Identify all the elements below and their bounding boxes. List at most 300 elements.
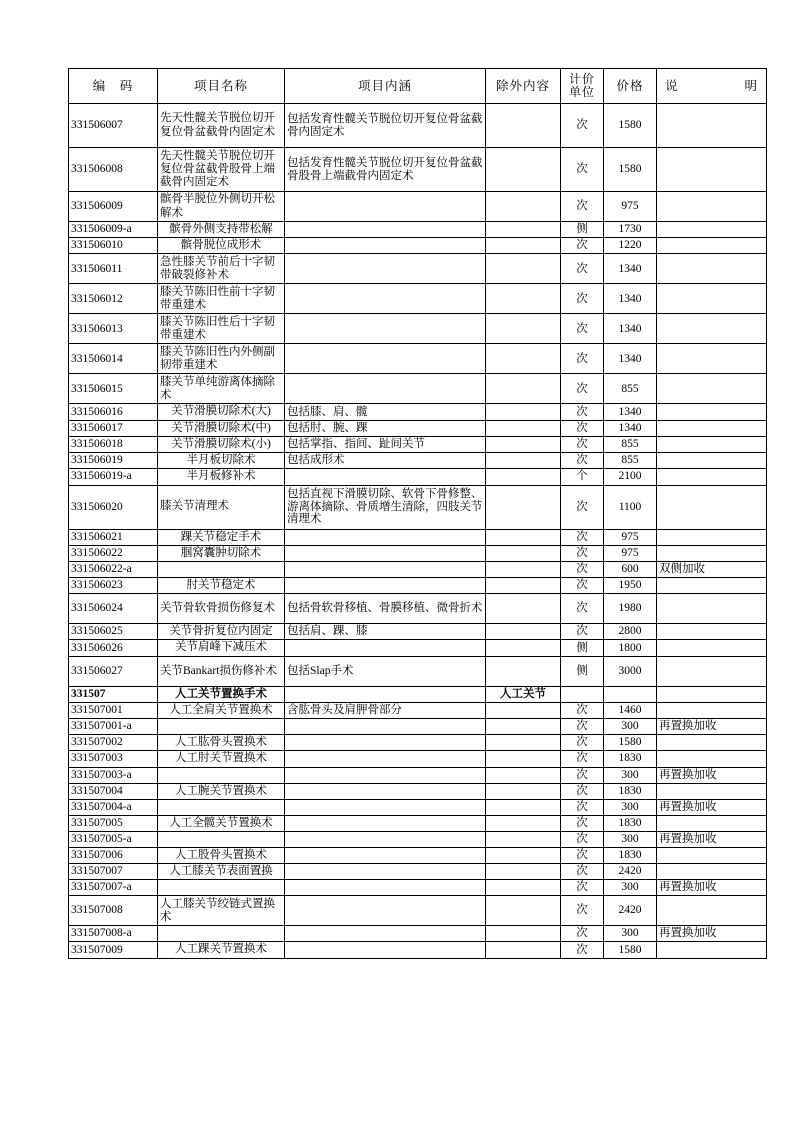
cell-connotation: 包括肩、踝、膝 (285, 624, 486, 640)
cell-name: 膝关节清理术 (158, 485, 285, 529)
cell-unit: 次 (561, 751, 604, 767)
cell-code: 331506008 (69, 148, 158, 192)
cell-note (657, 686, 767, 702)
cell-unit: 个 (561, 469, 604, 485)
table-row (69, 640, 767, 656)
cell-price: 975 (604, 192, 657, 222)
cell-name (158, 719, 285, 735)
cell-exclusion (486, 831, 561, 847)
cell-code: 331506019 (69, 453, 158, 469)
cell-code: 331507003 (69, 751, 158, 767)
cell-unit: 次 (561, 238, 604, 254)
table-row (69, 577, 767, 593)
cell-connotation (285, 719, 486, 735)
cell-code: 331507001-a (69, 719, 158, 735)
cell-price: 2800 (604, 624, 657, 640)
cell-code: 331506023 (69, 577, 158, 593)
cell-code: 331506021 (69, 529, 158, 545)
table-header-row (69, 69, 767, 104)
cell-note (657, 864, 767, 880)
cell-exclusion (486, 847, 561, 863)
cell-code: 331506010 (69, 238, 158, 254)
cell-price: 1980 (604, 594, 657, 624)
cell-unit: 次 (561, 847, 604, 863)
table-row (69, 942, 767, 958)
cell-connotation: 包括发育性髋关节脱位切开复位骨盆截骨内固定术 (285, 104, 486, 148)
cell-code: 331507005-a (69, 831, 158, 847)
cell-note (657, 702, 767, 718)
cell-price: 300 (604, 926, 657, 942)
cell-code: 331506018 (69, 436, 158, 452)
cell-unit: 次 (561, 864, 604, 880)
cell-note (657, 344, 767, 374)
cell-exclusion (486, 942, 561, 958)
cell-connotation (285, 577, 486, 593)
cell-name (158, 799, 285, 815)
cell-unit: 次 (561, 420, 604, 436)
cell-unit: 次 (561, 104, 604, 148)
cell-note (657, 222, 767, 238)
cell-unit: 次 (561, 545, 604, 561)
cell-price: 1830 (604, 783, 657, 799)
cell-code: 331506009 (69, 192, 158, 222)
table-row (69, 404, 767, 420)
table-row (69, 702, 767, 718)
cell-code: 331506017 (69, 420, 158, 436)
cell-price: 2100 (604, 469, 657, 485)
table-row (69, 420, 767, 436)
table-row (69, 561, 767, 577)
cell-name (158, 926, 285, 942)
cell-connotation (285, 880, 486, 896)
cell-name: 肘关节稳定术 (158, 577, 285, 593)
cell-connotation (285, 815, 486, 831)
cell-connotation (285, 222, 486, 238)
cell-unit: 次 (561, 702, 604, 718)
cell-exclusion (486, 254, 561, 284)
cell-note (657, 624, 767, 640)
cell-price: 1340 (604, 344, 657, 374)
cell-connotation (285, 864, 486, 880)
cell-price: 1340 (604, 284, 657, 314)
cell-code: 331506019-a (69, 469, 158, 485)
column-header-connotation: 项目内涵 (285, 69, 486, 104)
table-row (69, 594, 767, 624)
cell-name: 先天性髋关节脱位切开复位骨盆截骨股骨上端截骨内固定术 (158, 148, 285, 192)
cell-exclusion (486, 799, 561, 815)
cell-connotation (285, 831, 486, 847)
cell-connotation (285, 686, 486, 702)
cell-price: 855 (604, 453, 657, 469)
cell-exclusion (486, 284, 561, 314)
cell-code: 331507003-a (69, 767, 158, 783)
table-row (69, 238, 767, 254)
cell-name: 人工股骨头置换术 (158, 847, 285, 863)
cell-name (158, 767, 285, 783)
cell-unit: 次 (561, 896, 604, 926)
cell-connotation (285, 374, 486, 404)
table-row (69, 624, 767, 640)
cell-name: 关节骨软骨损伤修复术 (158, 594, 285, 624)
cell-note (657, 485, 767, 529)
cell-name: 膝关节陈旧性后十字韧带重建术 (158, 314, 285, 344)
table-row (69, 767, 767, 783)
table-row (69, 314, 767, 344)
table-row (69, 284, 767, 314)
cell-note (657, 847, 767, 863)
cell-name: 膝关节单纯游离体摘除术 (158, 374, 285, 404)
cell-price: 1830 (604, 815, 657, 831)
cell-connotation (285, 238, 486, 254)
cell-note (657, 640, 767, 656)
cell-code: 331507007-a (69, 880, 158, 896)
cell-note (657, 404, 767, 420)
cell-note (657, 594, 767, 624)
cell-connotation (285, 284, 486, 314)
cell-note: 再置换加收 (657, 799, 767, 815)
cell-price: 855 (604, 436, 657, 452)
cell-connotation (285, 751, 486, 767)
cell-unit: 次 (561, 436, 604, 452)
cell-name: 关节滑膜切除术(中) (158, 420, 285, 436)
cell-code: 331506015 (69, 374, 158, 404)
cell-exclusion (486, 561, 561, 577)
cell-note (657, 751, 767, 767)
cell-unit: 次 (561, 254, 604, 284)
cell-exclusion (486, 545, 561, 561)
column-header-unit (561, 69, 604, 104)
cell-code: 331506011 (69, 254, 158, 284)
table-body (69, 104, 767, 959)
cell-code: 331507002 (69, 735, 158, 751)
cell-unit: 次 (561, 624, 604, 640)
cell-code: 331506027 (69, 656, 158, 686)
cell-name: 人工全肩关节置换术 (158, 702, 285, 718)
cell-exclusion (486, 344, 561, 374)
cell-exclusion (486, 624, 561, 640)
cell-unit: 次 (561, 799, 604, 815)
cell-code: 331506022-a (69, 561, 158, 577)
cell-name: 人工膝关节表面置换 (158, 864, 285, 880)
cell-connotation: 包括骨软骨移植、骨膜移植、微骨折术 (285, 594, 486, 624)
table-row (69, 453, 767, 469)
cell-name: 半月板修补术 (158, 469, 285, 485)
cell-code: 331506007 (69, 104, 158, 148)
cell-note (657, 254, 767, 284)
column-header-name: 项目名称 (158, 69, 285, 104)
cell-connotation: 包括膝、肩、髋 (285, 404, 486, 420)
table-row (69, 880, 767, 896)
cell-exclusion (486, 404, 561, 420)
cell-exclusion (486, 374, 561, 404)
cell-exclusion: 人工关节 (486, 686, 561, 702)
cell-note (657, 545, 767, 561)
table-row (69, 831, 767, 847)
cell-name: 先天性髋关节脱位切开复位骨盆截骨内固定术 (158, 104, 285, 148)
cell-exclusion (486, 926, 561, 942)
cell-unit: 次 (561, 344, 604, 374)
table-row (69, 104, 767, 148)
cell-note (657, 148, 767, 192)
cell-price: 300 (604, 880, 657, 896)
cell-connotation: 包括肘、腕、踝 (285, 420, 486, 436)
cell-code: 331506014 (69, 344, 158, 374)
cell-unit: 次 (561, 529, 604, 545)
table-row (69, 469, 767, 485)
cell-name (158, 831, 285, 847)
cell-price: 1580 (604, 104, 657, 148)
cell-note (657, 529, 767, 545)
cell-exclusion (486, 192, 561, 222)
cell-name (158, 561, 285, 577)
cell-name: 髌骨半脱位外侧切开松解术 (158, 192, 285, 222)
cell-unit: 次 (561, 404, 604, 420)
table-row (69, 926, 767, 942)
cell-name: 人工踝关节置换术 (158, 942, 285, 958)
cell-note (657, 942, 767, 958)
cell-unit: 次 (561, 783, 604, 799)
cell-code: 331506025 (69, 624, 158, 640)
cell-code: 331507009 (69, 942, 158, 958)
cell-code: 331507008-a (69, 926, 158, 942)
cell-price: 1340 (604, 420, 657, 436)
cell-unit: 次 (561, 942, 604, 958)
cell-unit: 次 (561, 192, 604, 222)
cell-note (657, 420, 767, 436)
table-row (69, 751, 767, 767)
column-header-exclusion: 除外内容 (486, 69, 561, 104)
cell-exclusion (486, 104, 561, 148)
cell-exclusion (486, 751, 561, 767)
cell-exclusion (486, 148, 561, 192)
cell-exclusion (486, 420, 561, 436)
cell-connotation: 包括发育性髋关节脱位切开复位骨盆截骨股骨上端截骨内固定术 (285, 148, 486, 192)
table-row (69, 485, 767, 529)
cell-unit: 次 (561, 485, 604, 529)
table-row (69, 783, 767, 799)
cell-exclusion (486, 815, 561, 831)
cell-name: 膝关节陈旧性内外侧副韧带重建术 (158, 344, 285, 374)
cell-note (657, 192, 767, 222)
cell-note: 再置换加收 (657, 926, 767, 942)
cell-name: 关节肩峰下减压术 (158, 640, 285, 656)
cell-code: 331507005 (69, 815, 158, 831)
table-row (69, 656, 767, 686)
cell-price: 1580 (604, 942, 657, 958)
cell-exclusion (486, 469, 561, 485)
cell-price: 855 (604, 374, 657, 404)
cell-code: 331507001 (69, 702, 158, 718)
cell-code: 331506013 (69, 314, 158, 344)
cell-note: 再置换加收 (657, 831, 767, 847)
table-row (69, 864, 767, 880)
cell-price: 3000 (604, 656, 657, 686)
cell-connotation (285, 640, 486, 656)
cell-price: 1580 (604, 148, 657, 192)
cell-code: 331506009-a (69, 222, 158, 238)
cell-unit: 次 (561, 880, 604, 896)
cell-name: 半月板切除术 (158, 453, 285, 469)
cell-name: 人工肘关节置换术 (158, 751, 285, 767)
column-header-unit-line2: 单位 (568, 85, 595, 99)
cell-unit: 次 (561, 926, 604, 942)
cell-price: 1220 (604, 238, 657, 254)
cell-exclusion (486, 880, 561, 896)
cell-code: 331506020 (69, 485, 158, 529)
table-row (69, 436, 767, 452)
cell-note (657, 783, 767, 799)
cell-connotation (285, 192, 486, 222)
cell-connotation (285, 314, 486, 344)
column-header-unit-line1: 计价 (568, 72, 595, 87)
cell-connotation (285, 783, 486, 799)
cell-name: 关节滑膜切除术(大) (158, 404, 285, 420)
cell-code: 331506026 (69, 640, 158, 656)
cell-note: 双侧加收 (657, 561, 767, 577)
table-row (69, 735, 767, 751)
cell-code: 331506012 (69, 284, 158, 314)
cell-connotation (285, 254, 486, 284)
cell-note (657, 469, 767, 485)
cell-exclusion (486, 767, 561, 783)
cell-name: 人工腕关节置换术 (158, 783, 285, 799)
cell-code: 331506022 (69, 545, 158, 561)
cell-price: 300 (604, 767, 657, 783)
table-row (69, 529, 767, 545)
cell-exclusion (486, 640, 561, 656)
cell-note (657, 284, 767, 314)
cell-exclusion (486, 577, 561, 593)
cell-price: 1580 (604, 735, 657, 751)
cell-price: 1950 (604, 577, 657, 593)
cell-price: 1340 (604, 404, 657, 420)
cell-code: 331507004-a (69, 799, 158, 815)
cell-exclusion (486, 656, 561, 686)
cell-note (657, 238, 767, 254)
cell-code: 331506016 (69, 404, 158, 420)
cell-unit: 次 (561, 815, 604, 831)
cell-note (657, 815, 767, 831)
cell-connotation (285, 767, 486, 783)
cell-price: 1730 (604, 222, 657, 238)
cell-connotation (285, 469, 486, 485)
cell-note (657, 374, 767, 404)
cell-name: 髌骨脱位成形术 (158, 238, 285, 254)
cell-note (657, 104, 767, 148)
cell-exclusion (486, 783, 561, 799)
cell-connotation (285, 735, 486, 751)
table-row (69, 815, 767, 831)
cell-price: 300 (604, 831, 657, 847)
cell-price: 1340 (604, 254, 657, 284)
cell-note (657, 436, 767, 452)
cell-note (657, 735, 767, 751)
cell-unit: 次 (561, 453, 604, 469)
cell-connotation (285, 344, 486, 374)
cell-price: 1830 (604, 751, 657, 767)
cell-unit: 次 (561, 719, 604, 735)
cell-exclusion (486, 314, 561, 344)
cell-connotation (285, 545, 486, 561)
cell-exclusion (486, 735, 561, 751)
cell-price: 300 (604, 719, 657, 735)
cell-note: 再置换加收 (657, 719, 767, 735)
cell-name: 髌骨外侧支持带松解 (158, 222, 285, 238)
cell-note (657, 896, 767, 926)
cell-price: 975 (604, 529, 657, 545)
cell-price: 1460 (604, 702, 657, 718)
cell-exclusion (486, 594, 561, 624)
column-header-price: 价格 (604, 69, 657, 104)
cell-price: 2420 (604, 896, 657, 926)
cell-price: 1830 (604, 847, 657, 863)
cell-note: 再置换加收 (657, 767, 767, 783)
cell-connotation (285, 561, 486, 577)
cell-note (657, 314, 767, 344)
cell-price (604, 686, 657, 702)
cell-exclusion (486, 453, 561, 469)
cell-unit: 次 (561, 284, 604, 314)
cell-note (657, 577, 767, 593)
table-row (69, 847, 767, 863)
cell-exclusion (486, 222, 561, 238)
cell-exclusion (486, 529, 561, 545)
cell-unit: 次 (561, 314, 604, 344)
cell-unit: 次 (561, 148, 604, 192)
cell-unit: 侧 (561, 222, 604, 238)
cell-exclusion (486, 238, 561, 254)
cell-name: 关节骨折复位内固定 (158, 624, 285, 640)
table-row (69, 192, 767, 222)
cell-exclusion (486, 719, 561, 735)
cell-connotation (285, 942, 486, 958)
cell-name: 关节滑膜切除术(小) (158, 436, 285, 452)
cell-exclusion (486, 864, 561, 880)
cell-name: 膝关节陈旧性前十字韧带重建术 (158, 284, 285, 314)
cell-unit: 侧 (561, 640, 604, 656)
table-row (69, 222, 767, 238)
cell-code: 331506024 (69, 594, 158, 624)
cell-unit: 次 (561, 561, 604, 577)
cell-name (158, 880, 285, 896)
table-row (69, 896, 767, 926)
cell-connotation: 包括成形术 (285, 453, 486, 469)
cell-unit: 次 (561, 577, 604, 593)
cell-price: 1340 (604, 314, 657, 344)
table-row (69, 686, 767, 702)
cell-name: 关节Bankart损伤修补术 (158, 656, 285, 686)
cell-connotation: 包括直视下滑膜切除、软骨下骨修整、游离体摘除、骨质增生清除，四肢关节清理术 (285, 485, 486, 529)
cell-unit: 次 (561, 594, 604, 624)
cell-price: 1800 (604, 640, 657, 656)
cell-connotation: 含肱骨头及肩胛骨部分 (285, 702, 486, 718)
cell-unit: 侧 (561, 656, 604, 686)
cell-code: 331507008 (69, 896, 158, 926)
cell-name: 人工关节置换手术 (158, 686, 285, 702)
cell-connotation (285, 529, 486, 545)
cell-connotation: 包括Slap手术 (285, 656, 486, 686)
cell-connotation (285, 926, 486, 942)
cell-connotation: 包括掌指、指间、趾间关节 (285, 436, 486, 452)
cell-price: 600 (604, 561, 657, 577)
cell-price: 1100 (604, 485, 657, 529)
column-header-note (657, 69, 767, 104)
table-row (69, 545, 767, 561)
table-row (69, 254, 767, 284)
column-header-note-right: 明 (744, 79, 758, 93)
cell-unit (561, 686, 604, 702)
cell-code: 331507004 (69, 783, 158, 799)
